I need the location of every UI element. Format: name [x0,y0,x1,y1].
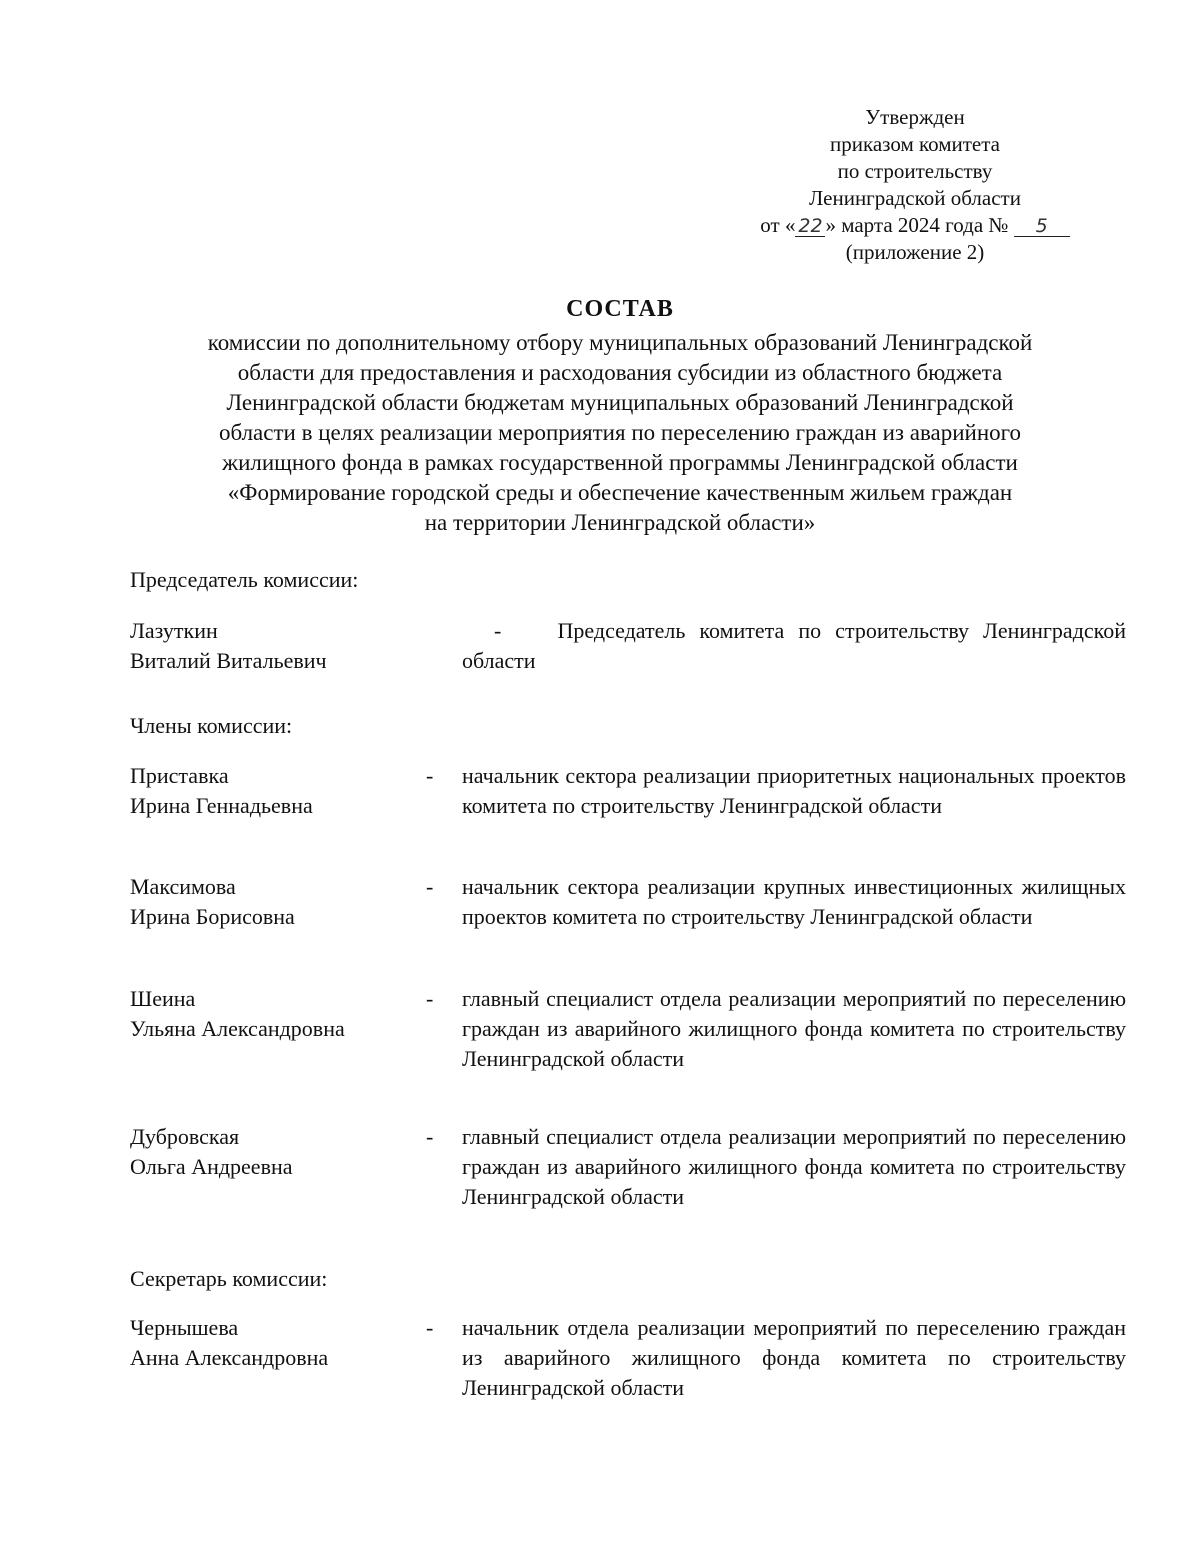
approval-date-prefix: от « [760,213,796,237]
member-surname: Максимова [130,874,236,899]
member-dash: - [426,763,434,788]
document-subtitle [110,328,1130,538]
member-name [130,1122,430,1182]
member-role-text: Председатель комитета по строительству Ленинградской области [462,618,1126,673]
member-role [462,616,1126,676]
member-surname: Приставка [130,763,229,788]
member-dash: - [426,986,434,1011]
member-role: начальник отдела реализации мероприятий по переселению граждан из аварийного жилищного фонда комитета по строительству Ленинградской области [462,1315,1126,1400]
member-dash: - [494,618,502,643]
approval-date-line [700,212,1130,239]
member-surname: Чернышева [130,1315,239,1340]
member-name [130,616,430,676]
member-name [130,1313,430,1373]
member-dash: - [426,874,434,899]
member-dash: - [426,1315,434,1340]
member-surname: Лазуткин [130,618,218,643]
member-surname: Дубровская [130,1124,240,1149]
member-given-name: Ирина Геннадьевна [130,793,313,818]
approval-line-1: Утвержден [865,105,965,129]
approval-appendix: (приложение 2) [845,240,985,264]
chair-section-label: Председатель комиссии: [130,567,359,592]
subtitle-line: области для предоставления и расходования субсидии из областного бюджета [237,360,1003,385]
subtitle-line: комиссии по дополнительному отбору муниципальных образований Ленинградской [207,330,1033,355]
approval-line-4: Ленинградской области [809,186,1021,210]
member-name [130,984,430,1044]
member-role: главный специалист отдела реализации мероприятий по переселению граждан из аварийного жилищного фонда комитета по строительству Ленинградской области [462,986,1126,1071]
approval-line-3: по строительству [837,159,993,183]
member-dash: - [426,1124,434,1149]
approval-date-day: 22 [795,216,825,237]
member-given-name: Ульяна Александровна [130,1016,345,1041]
member-given-name: Анна Александровна [130,1345,329,1370]
member-role: главный специалист отдела реализации мероприятий по переселению граждан из аварийного жилищного фонда комитета по строительству Ленинградской области [462,1124,1126,1209]
member-given-name: Ирина Борисовна [130,904,295,929]
member-role: начальник сектора реализации приоритетных национальных проектов комитета по строительству Ленинградской области [462,763,1126,818]
subtitle-line: Ленинградской области бюджетам муниципальных образований Ленинградской [226,390,1014,415]
secretary-section-label: Секретарь комиссии: [130,1266,328,1291]
subtitle-line: области в целях реализации мероприятия по переселению граждан из аварийного [218,420,1022,445]
member-role: начальник сектора реализации крупных инвестиционных жилищных проектов комитета по строительству Ленинградской области [462,874,1126,929]
member-surname: Шеина [130,986,196,1011]
approval-date-suffix: » марта 2024 года № [825,213,1009,237]
approval-order-number: 5 [1014,216,1070,237]
member-name [130,761,430,821]
members-section-label: Члены комиссии: [130,713,293,738]
approval-block [700,104,1130,266]
subtitle-line: на территории Ленинградской области» [424,510,816,535]
member-given-name: Ольга Андреевна [130,1154,293,1179]
document-title: СОСТАВ [566,296,674,322]
member-name [130,872,430,932]
subtitle-line: жилищного фонда в рамках государственной программы Ленинградской области [222,450,1018,475]
subtitle-line: «Формирование городской среды и обеспечение качественным жильем граждан [227,480,1013,505]
approval-line-2: приказом комитета [829,132,1000,156]
member-given-name: Виталий Витальевич [130,648,327,673]
